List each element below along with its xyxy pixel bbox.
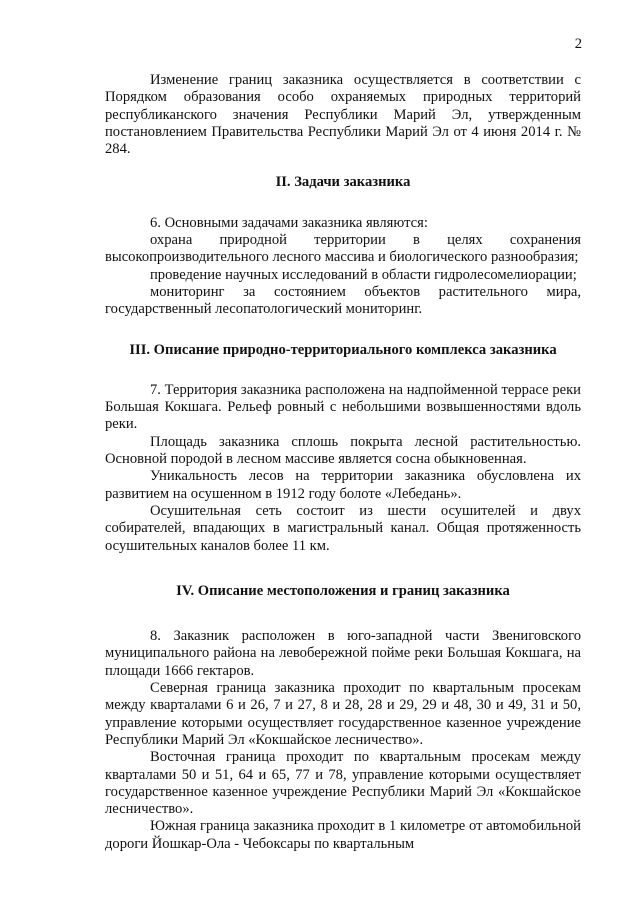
section-3-paragraph: Уникальность лесов на территории заказника обусловлена их развитием на осушенном в 1912 году болоте «Лебедань». xyxy=(105,468,581,502)
section-3-paragraph: 7. Территория заказника расположена на надпойменной террасе реки Большая Кокшага. Рельеф ровный с небольшими возвышенностями вдоль реки. xyxy=(105,381,581,433)
section-2-paragraph: мониторинг за состоянием объектов растительного мира, государственный лесопатологический мониторинг. xyxy=(105,283,581,318)
intro-paragraph: Изменение границ заказника осуществляется в соответствии с Порядком образования особо охраняемых природных территорий республиканского значения Республики Марий Эл, утвержденным постановлением Правительства Республики Марий Эл от 4 июня 2014 г. № 284. xyxy=(105,72,581,158)
section-4-paragraph: Восточная граница проходит по квартальным просекам между кварталами 50 и 51, 64 и 65, 77 и 78, управление которыми осуществляет государственное казенное учреждение Республики Марий Эл «Кокшайское лесничество». xyxy=(105,749,581,818)
section-2-paragraph: охрана природной территории в целях сохранения высокопроизводительного лесного массива и биологического разнообразия; xyxy=(105,232,581,266)
section-4-paragraph: 8. Заказник расположен в юго-западной части Звениговского муниципального района на левобережной пойме реки Большая Кокшага, на площади 1666 гектаров. xyxy=(105,628,581,679)
page-number: 2 xyxy=(574,36,582,52)
section-4-title: IV. Описание местоположения и границ заказника xyxy=(176,582,510,599)
section-2-paragraph: проведение научных исследований в области гидролесомелиорации; xyxy=(150,266,577,283)
section-3-paragraph: Осушительная сеть состоит из шести осушителей и двух собирателей, впадающих в магистральный канал. Общая протяженность осушительных каналов более 11 км. xyxy=(105,502,581,554)
section-2-title: II. Задачи заказника xyxy=(275,174,411,191)
document-body xyxy=(105,72,581,853)
section-3-title: III. Описание природно-территориального комплекса заказника xyxy=(129,341,557,358)
section-4-paragraph: Южная граница заказника проходит в 1 километре от автомобильной дороги Йошкар-Ола - Чебоксары по квартальным xyxy=(105,818,581,852)
section-2-paragraph: 6. Основными задачами заказника являются: xyxy=(150,214,428,231)
section-3-paragraph: Площадь заказника сплошь покрыта лесной растительностью. Основной породой в лесном массиве является сосна обыкновенная. xyxy=(105,433,581,468)
section-4-paragraph: Северная граница заказника проходит по квартальным просекам между кварталами 6 и 26, 7 и 27, 8 и 28, 28 и 29, 29 и 48, 30 и 49, 31 и 50, управление которыми осуществляет государственное казенное учреждение Республики Марий Эл «Кокшайское лесничество». xyxy=(105,680,581,748)
